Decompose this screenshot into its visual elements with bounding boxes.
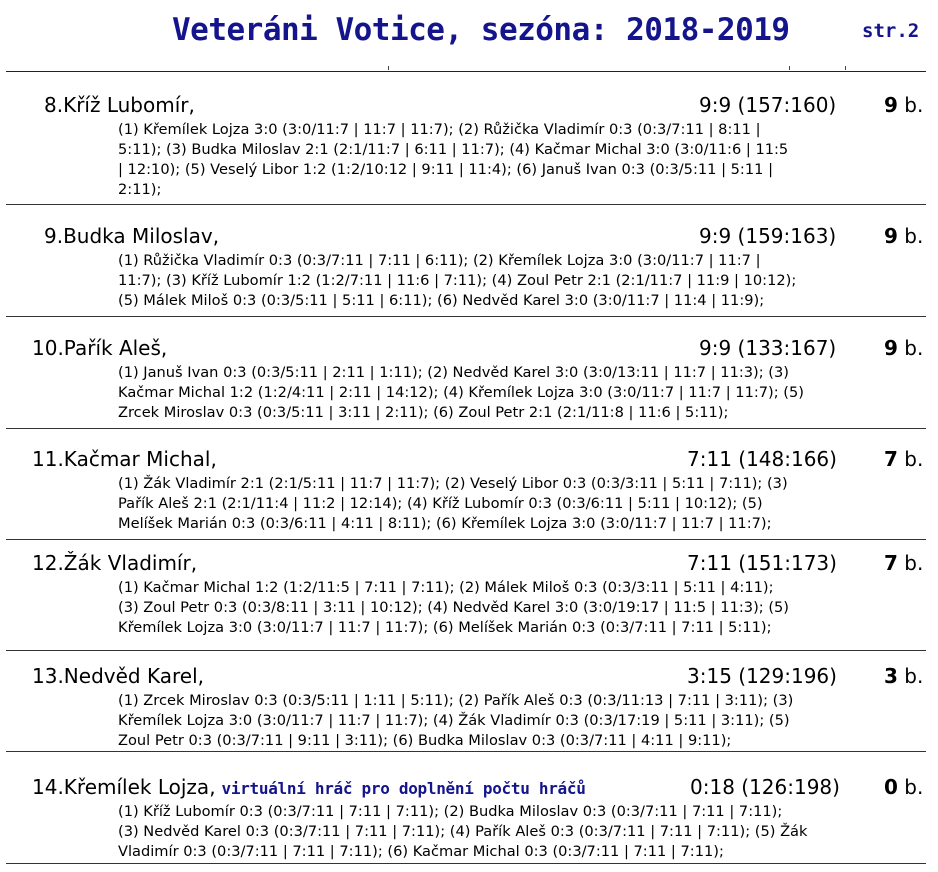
match-line: (1) Kačmar Michal 1:2 (1:2/11:5 | 7:11 | 7:11); (2) Málek Miloš 0:3 (0:3/3:11 | 5:11 | 4:11); <box>118 579 774 596</box>
page-header <box>0 0 938 72</box>
player-score: 9:9 (159:163) <box>699 224 837 248</box>
player-points <box>884 664 923 688</box>
player-rank-name: 10.Pařík Aleš, <box>32 336 168 360</box>
match-line: Pařík Aleš 2:1 (2:1/11:4 | 11:2 | 12:14); (4) Kříž Lubomír 0:3 (0:3/6:11 | 5:11 | 10:12); (5) <box>118 495 763 512</box>
player-entry <box>6 447 926 540</box>
header-rule <box>6 71 926 72</box>
player-header <box>6 336 926 362</box>
match-line: Křemílek Lojza 3:0 (3:0/11:7 | 11:7 | 11:7); (4) Žák Vladimír 0:3 (0:3/17:19 | 5:11 | 3:11); (5) <box>118 712 790 729</box>
player-name <box>32 551 197 575</box>
match-line: Křemílek Lojza 3:0 (3:0/11:7 | 11:7 | 11:7); (6) Melíšek Marián 0:3 (0:3/7:11 | 7:11 | 5:11); <box>118 619 772 636</box>
player-header <box>6 775 926 801</box>
player-points <box>884 551 923 575</box>
player-header <box>6 93 926 119</box>
points-value: 9 <box>884 93 898 117</box>
player-score: 7:11 (148:166) <box>687 447 837 471</box>
player-matches <box>118 691 908 751</box>
player-entry <box>6 336 926 429</box>
match-line: Kačmar Michal 1:2 (1:2/4:11 | 2:11 | 14:12); (4) Křemílek Lojza 3:0 (3:0/11:7 | 11:7 | 11:7); (5) <box>118 384 804 401</box>
player-points <box>884 93 923 117</box>
player-rank-name: 8.Kříž Lubomír, <box>44 93 195 117</box>
player-points <box>884 775 923 799</box>
points-unit: b. <box>904 664 924 688</box>
points-value: 3 <box>884 664 898 688</box>
match-line: | 12:10); (5) Veselý Libor 1:2 (1:2/10:12 | 9:11 | 11:4); (6) Januš Ivan 0:3 (0:3/5:11 | 5:11 | <box>118 161 773 178</box>
match-line: Zoul Petr 0:3 (0:3/7:11 | 9:11 | 3:11); (6) Budka Miloslav 0:3 (0:3/7:11 | 4:11 | 9:11); <box>118 732 732 749</box>
player-rank-name: 14.Křemílek Lojza, <box>32 775 216 799</box>
player-matches <box>118 578 908 638</box>
points-unit: b. <box>904 775 924 799</box>
player-score: 0:18 (126:198) <box>690 775 840 799</box>
player-points <box>884 224 923 248</box>
match-line: (3) Zoul Petr 0:3 (0:3/8:11 | 3:11 | 10:12); (4) Nedvěd Karel 3:0 (3:0/19:17 | 11:5 | 11:3); (5) <box>118 599 789 616</box>
player-matches <box>118 802 908 862</box>
player-matches <box>118 251 908 311</box>
points-value: 9 <box>884 224 898 248</box>
player-header <box>6 551 926 577</box>
player-rank-name: 11.Kačmar Michal, <box>32 447 217 471</box>
match-line: (3) Nedvěd Karel 0:3 (0:3/7:11 | 7:11 | 7:11); (4) Pařík Aleš 0:3 (0:3/7:11 | 7:11 | 7:11); (5) Žák <box>118 823 808 840</box>
points-unit: b. <box>904 93 924 117</box>
player-rank-name: 12.Žák Vladimír, <box>32 551 198 575</box>
points-value: 7 <box>884 447 898 471</box>
player-name <box>32 664 204 688</box>
points-unit: b. <box>904 224 924 248</box>
player-matches <box>118 120 908 200</box>
header-tick <box>388 66 389 70</box>
match-line: (1) Křemílek Lojza 3:0 (3:0/11:7 | 11:7 | 11:7); (2) Růžička Vladimír 0:3 (0:3/7:11 | 8:11 | <box>118 121 761 138</box>
virtual-player-note: virtuální hráč pro doplnění počtu hráčů <box>221 779 586 798</box>
player-entry <box>6 93 926 205</box>
match-line: (1) Žák Vladimír 2:1 (2:1/5:11 | 11:7 | 11:7); (2) Veselý Libor 0:3 (0:3/3:11 | 5:11 | 7:11); (3) <box>118 475 788 492</box>
player-name <box>32 775 586 799</box>
player-score: 3:15 (129:196) <box>687 664 837 688</box>
match-line: Vladimír 0:3 (0:3/7:11 | 7:11 | 7:11); (6) Kačmar Michal 0:3 (0:3/7:11 | 7:11 | 7:11); <box>118 843 724 860</box>
player-score: 9:9 (133:167) <box>699 336 837 360</box>
match-line: (1) Růžička Vladimír 0:3 (0:3/7:11 | 7:11 | 6:11); (2) Křemílek Lojza 3:0 (3:0/11:7 | 11:7 | <box>118 252 761 269</box>
player-matches <box>118 363 908 423</box>
player-rank-name: 13.Nedvěd Karel, <box>32 664 204 688</box>
player-rank-name: 9.Budka Miloslav, <box>44 224 220 248</box>
points-value: 0 <box>884 775 898 799</box>
points-unit: b. <box>904 447 924 471</box>
match-line: (1) Kříž Lubomír 0:3 (0:3/7:11 | 7:11 | 7:11); (2) Budka Miloslav 0:3 (0:3/7:11 | 7:11 | 7:11); <box>118 803 783 820</box>
player-name <box>32 447 217 471</box>
match-line: (1) Zrcek Miroslav 0:3 (0:3/5:11 | 1:11 | 5:11); (2) Pařík Aleš 0:3 (0:3/11:13 | 7:11 | 3:11); (3) <box>118 692 794 709</box>
match-line: 2:11); <box>118 181 162 198</box>
player-matches <box>118 474 908 534</box>
header-tick <box>789 66 790 70</box>
player-header <box>6 447 926 473</box>
player-header <box>6 224 926 250</box>
player-entry <box>6 664 926 752</box>
header-tick <box>845 66 846 70</box>
points-value: 7 <box>884 551 898 575</box>
player-score: 7:11 (151:173) <box>687 551 837 575</box>
match-line: 5:11); (3) Budka Miloslav 2:1 (2:1/11:7 | 6:11 | 11:7); (4) Kačmar Michal 3:0 (3:0/11:6 | 11:5 <box>118 141 789 158</box>
player-name <box>44 224 219 248</box>
points-value: 9 <box>884 336 898 360</box>
match-line: 11:7); (3) Kříž Lubomír 1:2 (1:2/7:11 | 11:6 | 7:11); (4) Zoul Petr 2:1 (2:1/11:7 | 11:9 | 10:12); <box>118 272 797 289</box>
player-name <box>44 93 195 117</box>
points-unit: b. <box>904 551 924 575</box>
player-score: 9:9 (157:160) <box>699 93 837 117</box>
player-entry <box>6 224 926 317</box>
match-line: Melíšek Marián 0:3 (0:3/6:11 | 4:11 | 8:11); (6) Křemílek Lojza 3:0 (3:0/11:7 | 11:7 | 11:7); <box>118 515 772 532</box>
points-unit: b. <box>904 336 924 360</box>
match-line: Zrcek Miroslav 0:3 (0:3/5:11 | 3:11 | 2:11); (6) Zoul Petr 2:1 (2:1/11:8 | 11:6 | 5:11); <box>118 404 729 421</box>
player-header <box>6 664 926 690</box>
player-name <box>32 336 167 360</box>
match-line: (5) Málek Miloš 0:3 (0:3/5:11 | 5:11 | 6:11); (6) Nedvěd Karel 3:0 (3:0/11:7 | 11:4 | 11:9); <box>118 292 765 309</box>
page-number: str.2 <box>862 20 920 42</box>
match-line: (1) Januš Ivan 0:3 (0:3/5:11 | 2:11 | 1:11); (2) Nedvěd Karel 3:0 (3:0/13:11 | 11:7 | 11:3); (3) <box>118 364 789 381</box>
player-entry <box>6 551 926 651</box>
player-entry <box>6 775 926 864</box>
player-points <box>884 447 923 471</box>
page-title: Veteráni Votice, sezóna: 2018-2019 <box>172 12 790 48</box>
player-points <box>884 336 923 360</box>
